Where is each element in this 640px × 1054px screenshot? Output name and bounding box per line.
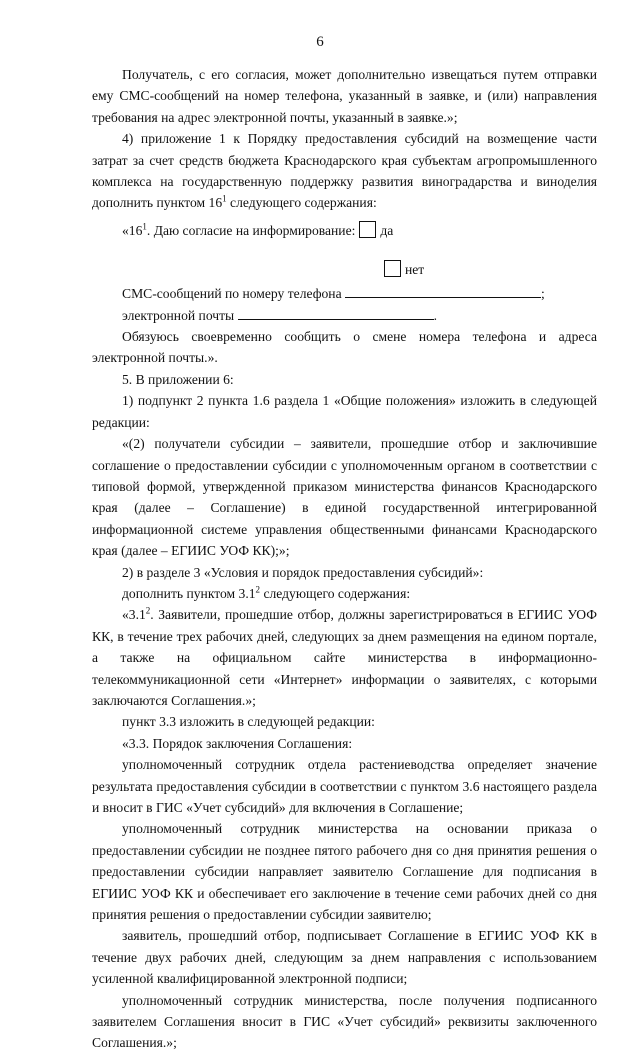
paragraph-section-3: 2) в разделе 3 «Условия и порядок предоставления субсидий»: <box>122 564 484 580</box>
superscript: 1 <box>142 221 147 232</box>
email-line <box>92 305 597 326</box>
phone-field[interactable] <box>345 284 541 298</box>
paragraph-appendix-1-tail: следующего содержания: <box>226 195 377 211</box>
consent-text: . Даю согласие на информирование: <box>146 222 356 238</box>
paragraph-ministry-employee: уполномоченный сотрудник министерства на основании приказа о предоставлении субсидии не позднее пятого рабочего дня со дня принятия решения о предоставлении субсидии направляет заявителю Соглашение для подписания в ЕГИИС УОФ КК и обеспечивает его заключение в течение семи рабочих дней со дня принятия решения о предоставлении субсидии заявителю; <box>92 821 597 923</box>
superscript: 2 <box>145 605 151 616</box>
superscript: 2 <box>255 584 261 595</box>
paragraph-agreement-order: «3.3. Порядок заключения Соглашения: <box>122 735 353 751</box>
paragraph-subpoint-2: 1) подпункт 2 пункта 1.6 раздела 1 «Общие положения» изложить в следующей редакции: <box>92 393 597 430</box>
sms-end: ; <box>541 286 545 302</box>
paragraph-sms-notice: Получатель, с его согласия, может дополнительно извещаться путем отправки ему СМС-сообщений на номер телефона, указанный в заявке, и (или) направления требования на адрес электронной почты, указанный в заявке.»; <box>92 67 597 125</box>
paragraph-crop-department: уполномоченный сотрудник отдела растениеводства определяет значение результата предоставления субсидии в соответствии с пунктом 3.6 настоящего раздела и вносит в ГИС «Учет субсидий» для включения в Соглашение; <box>92 757 597 815</box>
paragraph-requisites: уполномоченный сотрудник министерства, после получения подписанного заявителем Соглашения вносит в ГИС «Учет субсидий» реквизиты заключенного Соглашения.»; <box>92 992 597 1051</box>
paragraph-applicant-signs: заявитель, прошедший отбор, подписывает Соглашение в ЕГИИС УОФ КК в течение двух рабочих дней, следующим за днем направления с использованием усиленной квалифицированной электронной подписи; <box>92 928 597 987</box>
sms-label: СМС-сообщений по номеру телефона <box>122 286 342 302</box>
no-option-row <box>92 241 597 283</box>
paragraph-point-3-1-2 <box>92 604 597 711</box>
email-label: электронной почты <box>122 307 235 323</box>
email-end: . <box>433 307 437 323</box>
option-yes-label: да <box>380 222 394 238</box>
consent-line <box>92 220 597 241</box>
page-number: 6 <box>316 34 324 50</box>
paragraph-recipients: «(2) получатели субсидии – заявители, прошедшие отбор и заключившие соглашение о предоставлении субсидии с уполномоченным органом в соответствии с типовой формой, утвержденной приказом министерства финансов Краснодарского края (далее – Соглашение) в единой государственной интегрированной информационной системе управления общественными финансами Краснодарского края (далее – ЕГИИС УОФ КК);»; <box>92 436 597 559</box>
checkbox-yes[interactable] <box>359 221 376 238</box>
paragraph-add-point <box>92 583 597 604</box>
paragraph-point-3-3: пункт 3.3 изложить в следующей редакции: <box>122 714 375 730</box>
checkbox-no[interactable] <box>384 260 401 277</box>
point-text: . Заявители, прошедшие отбор, должны зарегистрироваться в ЕГИИС УОФ КК, в течение трех рабочих дней, следующих за днем размещения на едином портале, а также на официальном сайте министерства в информационно-телекоммуникационной сети «Интернет» информации о заявителях, с которыми заключаются Соглашения.»; <box>92 607 597 708</box>
document-body <box>92 64 597 1054</box>
paragraph-appendix-1 <box>92 128 597 214</box>
option-no-label: нет <box>405 262 425 278</box>
superscript: 1 <box>222 193 227 204</box>
point-prefix: «3.1 <box>122 607 146 623</box>
paragraph-appendix-1-text: 4) приложение 1 к Порядку предоставления субсидий на возмещение части затрат за счет средств бюджета Краснодарского края субъектам агропромышленного комплекса на государственную поддержку развития виноградарства и виноделия дополнить пунктом 16 <box>92 131 597 211</box>
email-field[interactable] <box>238 306 434 320</box>
add-point-tail: следующего содержания: <box>260 585 411 601</box>
paragraph-obligation: Обязуюсь своевременно сообщить о смене номера телефона и адреса электронной почты.». <box>92 329 597 366</box>
add-point-text: дополнить пунктом 3.1 <box>122 585 256 601</box>
paragraph-appendix-6: 5. В приложении 6: <box>122 371 234 387</box>
sms-phone-line <box>92 283 597 304</box>
consent-prefix: «16 <box>122 222 143 238</box>
